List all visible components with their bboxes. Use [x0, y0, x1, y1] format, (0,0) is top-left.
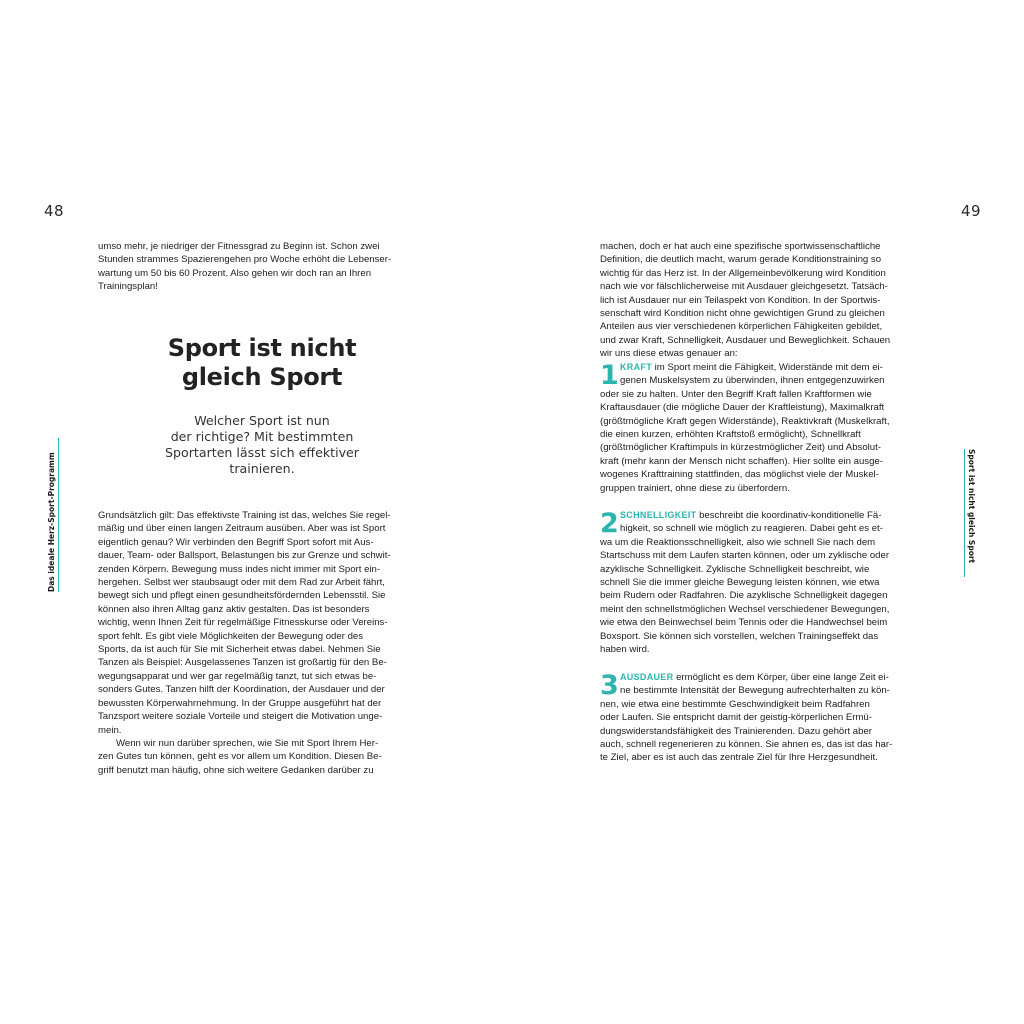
text-line: (größtmöglicher Kraftimpuls in kürzestmöglicher Zeit) und Absolut-	[600, 442, 881, 454]
text-line: meint den schnellstmöglichen Wechsel verschiedener Bewegungen,	[600, 603, 890, 615]
text-line: higkeit, so schnell wie möglich zu reagieren. Dabei geht es et-	[620, 523, 883, 535]
text-line: nach wie vor fälschlicherweise mit Ausdauer gleichgesetzt. Tatsäch-	[600, 281, 888, 293]
text-line: sonders Gutes. Tanzen hilft der Koordination, der Ausdauer und der	[98, 684, 385, 696]
text-line: Anteilen aus vier verschiedenen körperlichen Fähigkeiten gebildet,	[600, 321, 883, 333]
text-line: mein.	[98, 724, 122, 736]
text-line: oder Laufen. Sie entspricht damit der geistig-körperlichen Ermü-	[600, 712, 872, 724]
list-item-schnelligkeit	[600, 509, 926, 656]
text-line: Kraftausdauer (die mögliche Dauer der Kraftleistung), Maximalkraft	[600, 402, 885, 414]
text-line: die einen kurzen, erhöhten Kraftstoß ermöglicht), Schnellkraft	[600, 429, 861, 441]
text-line: Sports, da ist auch für Sie mit Sicherheit etwas dabei. Nehmen Sie	[98, 644, 381, 656]
keyword: SCHNELLIGKEIT	[620, 510, 697, 520]
text-line: ne bestimmte Intensität der Bewegung aufrechterhalten zu kön-	[620, 685, 890, 697]
text-line: Startschuss mit dem Laufen starten können, oder um zyklische oder	[600, 550, 890, 562]
text-line: Stunden strammes Spazierengehen pro Woche erhöht die Lebenser-	[98, 254, 392, 266]
intro-paragraph-left	[98, 240, 426, 294]
text-line: bewegt sich und pflegt einen gesundheitsfördernden Lebensstil. Sie	[98, 590, 386, 602]
text-line: gruppen trainiert, ohne diese zu überfordern.	[600, 482, 790, 494]
text-line: oder sie zu halten. Unter den Begriff Kraft fallen Kraftformen wie	[600, 388, 872, 400]
text-line: Wenn wir nun darüber sprechen, wie Sie mit Sport Ihrem Her-	[116, 737, 379, 749]
text-line: genen Muskelsystem zu überwinden, ihnen entgegenzuwirken	[620, 375, 885, 387]
text-line: eigentlich genau? Wir verbinden den Begriff Sport sofort mit Aus-	[98, 536, 374, 548]
text-line: beim Rudern oder Radfahren. Die azyklische Schnelligkeit dagegen	[600, 590, 888, 602]
lead-line: trainieren.	[229, 461, 295, 476]
text-line: mäßig und über einen langen Zeitraum ausüben. Aber was ist Sport	[98, 523, 386, 535]
text-line: zenden Körpern. Bewegung muss indes nicht immer mit Sport ein-	[98, 563, 381, 575]
text-line: wa um die Reaktionsschnelligkeit, also wie schnell Sie nach dem	[600, 536, 876, 548]
text-fragment: ermöglicht es dem Körper, über eine lange Zeit ei-	[673, 672, 889, 683]
list-item-ausdauer	[600, 671, 926, 765]
text-line: können also ihren Alltag ganz aktiv gestalten. Das ist besonders	[98, 603, 370, 615]
text-line: griff benutzt man häufig, ohne sich weitere Gedanken darüber zu	[98, 764, 374, 776]
heading-line: gleich Sport	[181, 363, 343, 391]
running-head-left: Das ideale Herz-Sport-Programm	[47, 438, 59, 592]
number-badge: 1	[600, 360, 619, 391]
page-number-right: 49	[961, 202, 982, 220]
heading-line: Sport ist nicht	[167, 334, 357, 362]
text-line: wartung um 50 bis 60 Prozent. Also gehen wir doch ran an Ihren	[98, 267, 372, 279]
number-badge: 3	[600, 670, 619, 701]
text-line: wichtig, wenn Ihnen Zeit für regelmäßige Fitnesskurse oder Vereins-	[98, 617, 388, 629]
text-line: wir uns diese etwas genauer an:	[600, 348, 738, 360]
lead-line: Welcher Sport ist nun	[194, 413, 330, 428]
text-line: azyklische Schnelligkeit. Zyklische Schnelligkeit beschreibt, wie	[600, 563, 870, 575]
text-line: wogenes Krafttraining stattfinden, das möglichst viele der Muskel-	[600, 469, 879, 481]
text-line: sport fehlt. Es gibt viele Möglichkeiten der Bewegung oder des	[98, 630, 364, 642]
text-line: zen Gutes tun können, geht es vor allem um Kondition. Diesen Be-	[98, 751, 382, 763]
lead-text	[150, 413, 374, 477]
text-line: haben wird.	[600, 644, 650, 656]
text-line: machen, doch er hat auch eine spezifische sportwissenschaftliche	[600, 241, 881, 252]
lead-line: der richtige? Mit bestimmten	[170, 429, 354, 444]
text-line: wie etwa den Beinwechsel beim Tennis oder die Handwechsel beim	[600, 617, 888, 629]
text-line: (größtmögliche Kraft gegen Widerstände), Reaktivkraft (Muskelkraft,	[600, 415, 890, 427]
text-line: schnell Sie die immer gleiche Bewegung leisten können, wie etwa	[600, 577, 880, 589]
text-line: Definition, die deutlich macht, warum gerade Konditionstraining so	[600, 254, 882, 266]
body-text-left	[98, 509, 426, 777]
text-line: umso mehr, je niedriger der Fitnessgrad zu Beginn ist. Schon zwei	[98, 241, 380, 252]
page-number-left: 48	[44, 202, 65, 220]
text-line: Tanzsport weitere soziale Vorteile und steigert die Motivation unge-	[98, 711, 383, 723]
text-line: Tanzen als Beispiel: Ausgelassenes Tanzen ist großartig für den Be-	[98, 657, 387, 669]
text-line: dungswiderstandsfähigkeit des Trainierenden. Dazu gehört aber	[600, 725, 872, 737]
running-head-right: Sport ist nicht gleich Sport	[964, 449, 976, 577]
lead-line: Sportarten lässt sich effektiver	[165, 445, 359, 460]
keyword: AUSDAUER	[620, 672, 674, 682]
keyword: KRAFT	[620, 362, 652, 372]
text-line: Boxsport. Sie können sich vorstellen, welchen Trainingseffekt das	[600, 630, 879, 642]
text-line: Trainingsplan!	[98, 281, 158, 293]
text-fragment: im Sport meint die Fähigkeit, Widerstände mit dem ei-	[652, 362, 883, 373]
text-line: hergehen. Selbst wer staubsaugt oder mit dem Rad zur Arbeit fährt,	[98, 577, 385, 589]
text-line: bewussten Körperwahrnehmung. In der Gruppe ausgeführt hat der	[98, 697, 382, 709]
text-line	[600, 361, 926, 374]
text-line: te Ziel, aber es ist auch das zentrale Ziel für Ihre Herzgesundheit.	[600, 752, 878, 764]
section-heading	[98, 334, 426, 392]
text-line	[600, 671, 926, 684]
number-badge: 2	[600, 508, 619, 539]
text-line: dauer, Team- oder Ballsport, Belastungen bis zur Grenze und schwit-	[98, 550, 391, 562]
intro-paragraph-right	[600, 240, 926, 361]
list-item-kraft	[600, 361, 926, 495]
text-line: auch, schnell regenerieren zu können. Sie ahnen es, das ist das har-	[600, 739, 893, 751]
text-line: und zwar Kraft, Schnelligkeit, Ausdauer und Beweglichkeit. Schauen	[600, 334, 891, 346]
text-fragment: beschreibt die koordinativ-konditionelle Fä-	[696, 510, 882, 521]
text-line: Grundsätzlich gilt: Das effektivste Training ist das, welches Sie regel-	[98, 510, 391, 521]
text-line	[600, 509, 926, 522]
text-line: lich ist Ausdauer nur ein Teilaspekt von Kondition. In der Sportwis-	[600, 294, 881, 306]
text-line: kraft (mehr kann der Mensch nicht schaffen). Hier sollte ein ausge-	[600, 455, 883, 467]
text-line: wichtig für das Herz ist. In der Allgemeinbevölkerung wird Kondition	[600, 267, 886, 279]
text-line: wegungsapparat und wer gar regelmäßig tanzt, tut sich etwas be-	[98, 670, 377, 682]
text-line: senschaft wird Kondition nicht ohne gewichtigen Grund zu gleichen	[600, 308, 885, 320]
text-line: nen, wie etwa eine bestimmte Geschwindigkeit beim Radfahren	[600, 698, 870, 710]
